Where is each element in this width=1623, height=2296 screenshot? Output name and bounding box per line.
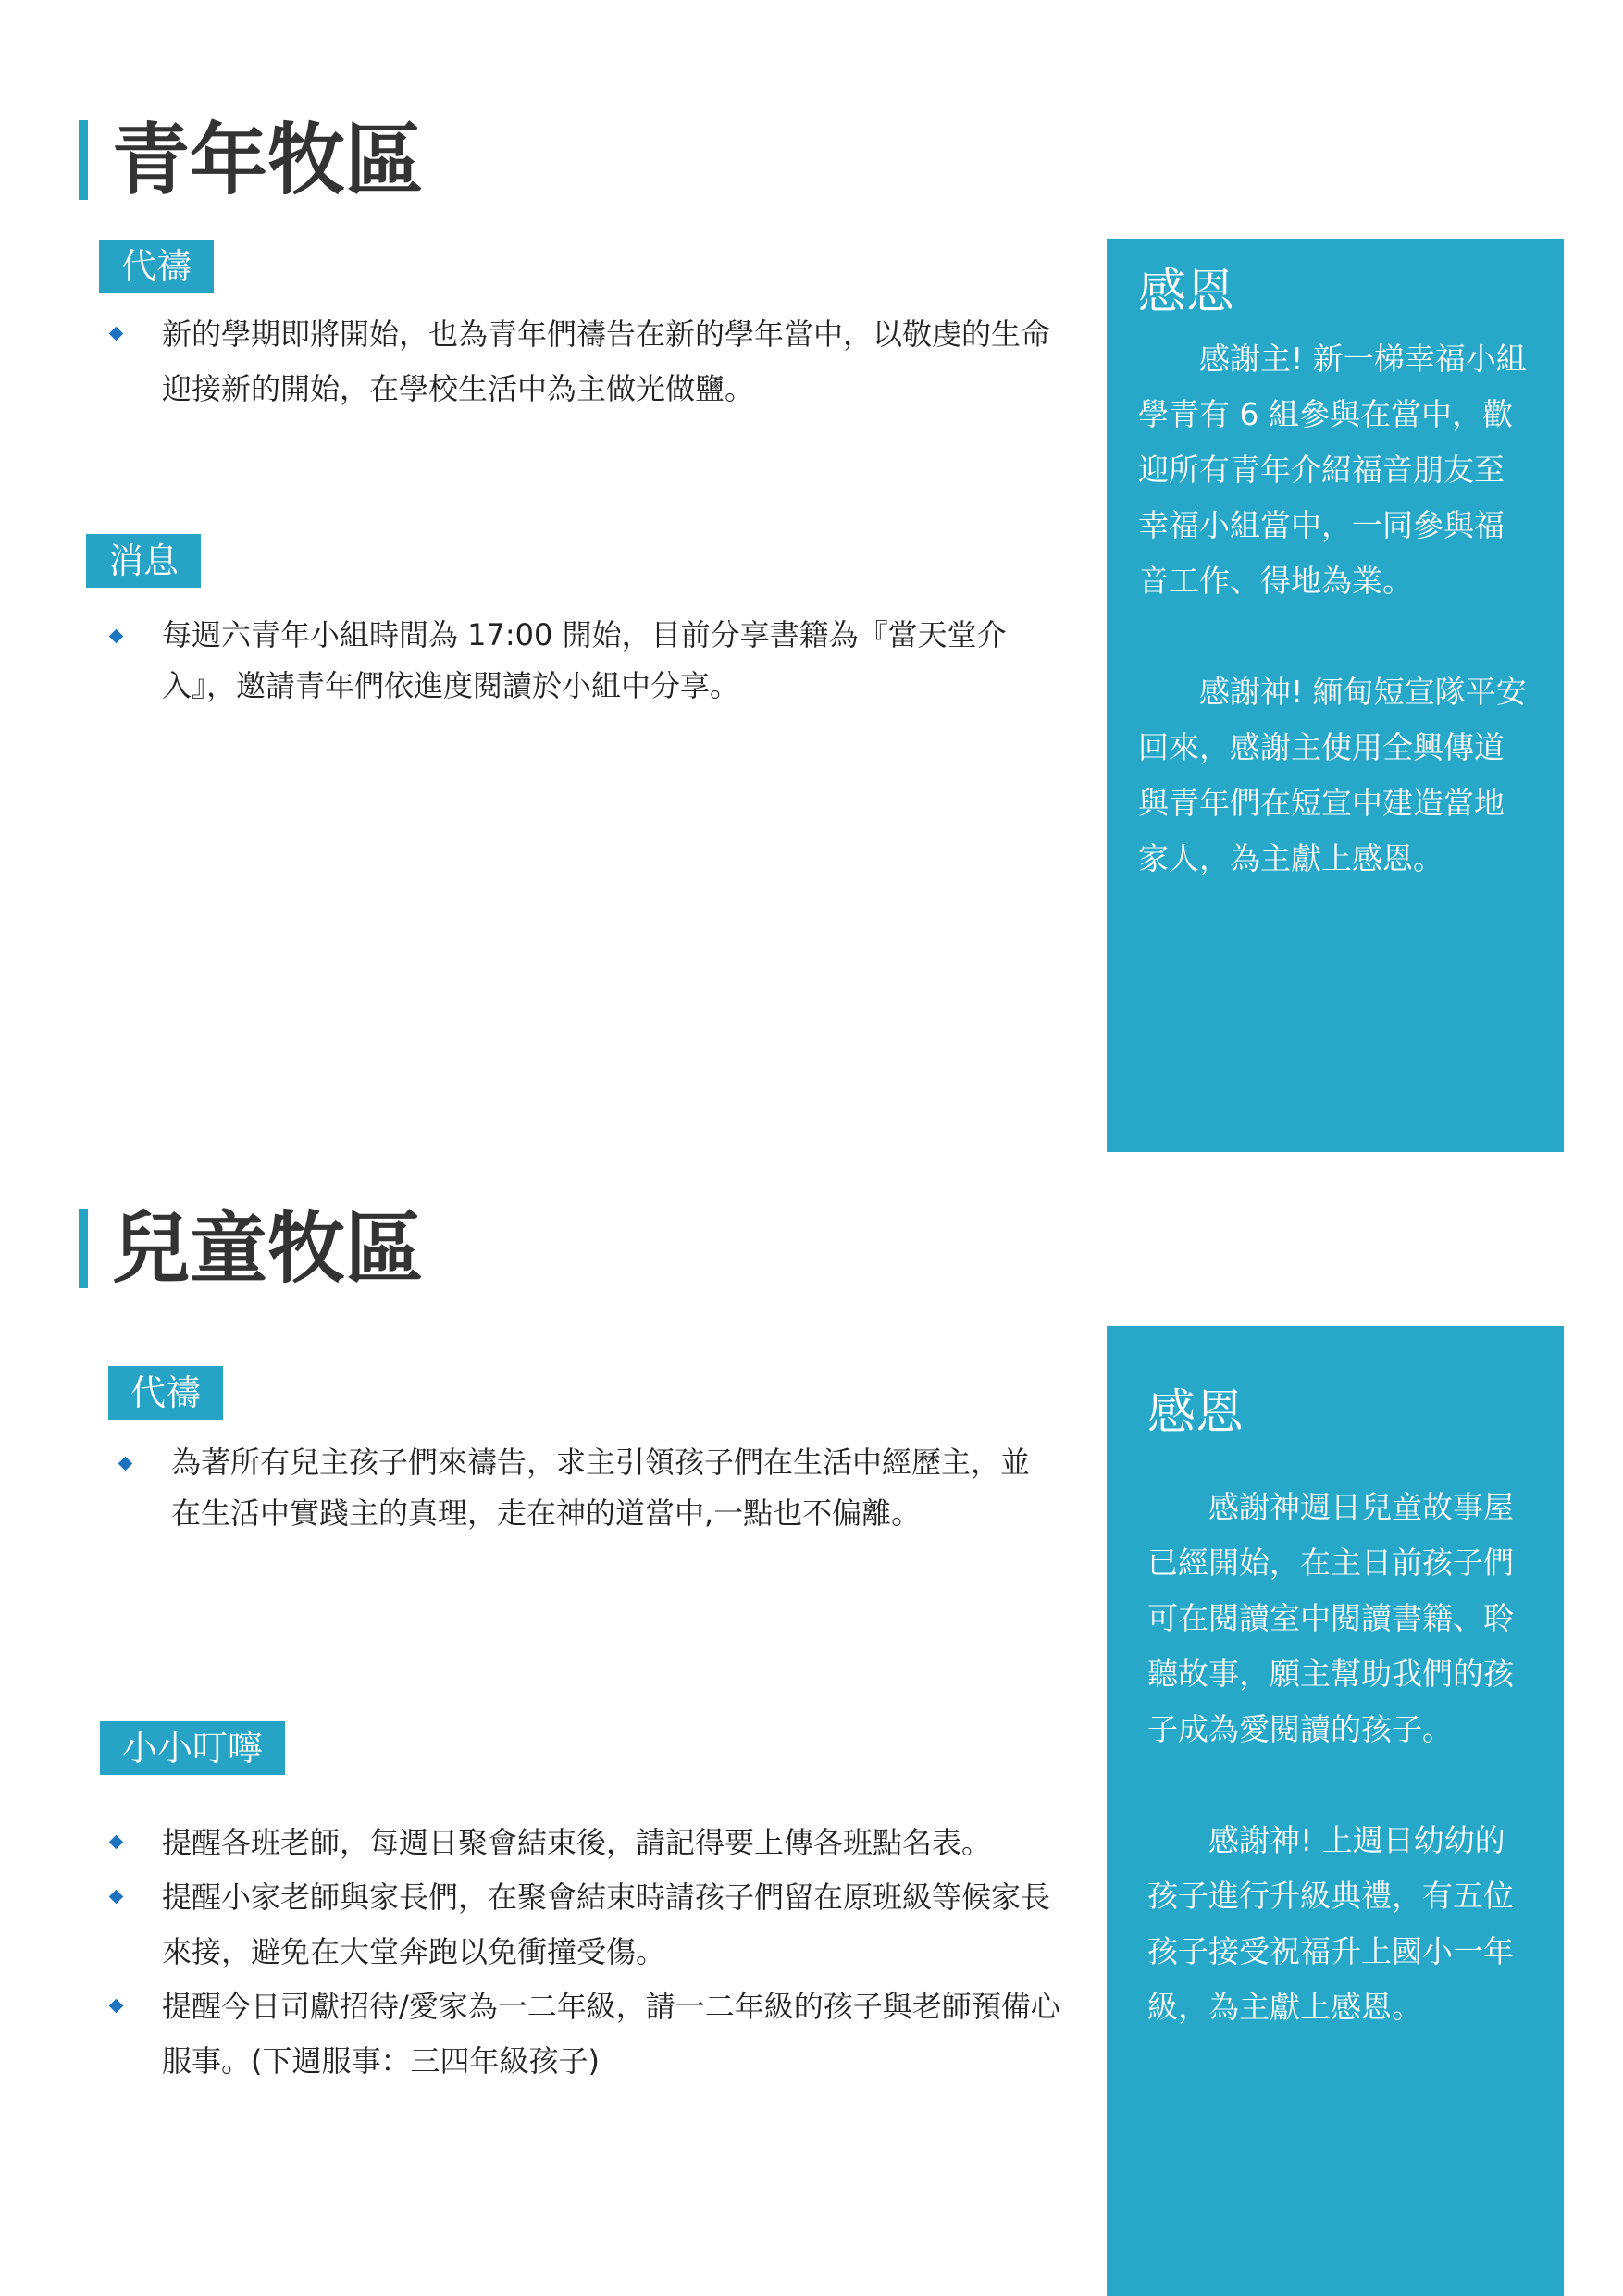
list-item bbox=[99, 307, 1075, 416]
diamond-bullet-icon bbox=[109, 1835, 124, 1850]
youth-thanks-panel bbox=[1107, 239, 1564, 1152]
youth-section-title: 青年牧區 bbox=[79, 120, 423, 200]
list-item-text: 提醒今日司獻招待/愛家為一二年級，請一二年級的孩子與老師預備心服事。(下週服事：三四年級孩子) bbox=[162, 1989, 1060, 2079]
list-item bbox=[99, 1870, 1075, 1980]
children-reminders-tag: 小小叮嚀 bbox=[100, 1721, 285, 1775]
children-prayer-list bbox=[108, 1437, 1052, 1539]
youth-news-list bbox=[99, 610, 1024, 712]
list-item bbox=[108, 1437, 1052, 1539]
youth-prayer-tag: 代禱 bbox=[99, 240, 214, 293]
list-item-text: 為著所有兒主孩子們來禱告，求主引領孩子們在生活中經歷主，並在生活中實踐主的真理，走在神的道當中,一點也不偏離。 bbox=[171, 1445, 1031, 1531]
diamond-bullet-icon bbox=[109, 1999, 124, 2014]
diamond-bullet-icon bbox=[118, 1457, 133, 1471]
youth-thanks-title: 感恩 bbox=[1138, 265, 1235, 320]
youth-prayer-list bbox=[99, 307, 1075, 416]
youth-thanks-paragraph: 感謝主! 新一梯幸福小組學青有 6 組參與在當中，歡迎所有青年介紹福音朋友至幸福小組當中，一同參與福音工作、得地為業。 bbox=[1138, 341, 1527, 599]
list-item-text: 每週六青年小組時間為 17:00 開始，目前分享書籍為『當天堂介入』，邀請青年們依進度閱讀於小組中分享。 bbox=[162, 617, 1007, 703]
list-item-text: 新的學期即將開始，也為青年們禱告在新的學年當中，以敬虔的生命迎接新的開始，在學校生活中為主做光做鹽。 bbox=[162, 316, 1051, 406]
youth-news-tag: 消息 bbox=[86, 534, 201, 588]
children-section-title: 兒童牧區 bbox=[79, 1209, 423, 1288]
children-thanks-panel bbox=[1107, 1326, 1564, 2296]
children-reminders-list bbox=[99, 1816, 1075, 2089]
list-item-text: 提醒小家老師與家長們，在聚會結束時請孩子們留在原班級等候家長來接，避免在大堂奔跑以免衝撞受傷。 bbox=[162, 1880, 1051, 1969]
children-prayer-tag: 代禱 bbox=[108, 1366, 223, 1420]
children-thanks-paragraph: 感謝神! 上週日幼幼的孩子進行升級典禮，有五位孩子接受祝福升上國小一年級，為主獻上感恩。 bbox=[1147, 1822, 1514, 2025]
list-item-text: 提醒各班老師，每週日聚會結束後，請記得要上傳各班點名表。 bbox=[162, 1825, 992, 1860]
youth-thanks-paragraph: 感謝神! 緬甸短宣隊平安回來，感謝主使用全興傳道與青年們在短宣中建造當地家人，為主獻上感恩。 bbox=[1138, 674, 1527, 876]
children-thanks-paragraph: 感謝神週日兒童故事屋已經開始，在主日前孩子們可在閱讀室中閱讀書籍、聆聽故事，願主幫助我們的孩子成為愛閱讀的孩子。 bbox=[1147, 1489, 1514, 1747]
list-item bbox=[99, 610, 1024, 712]
diamond-bullet-icon bbox=[109, 1890, 124, 1905]
list-item bbox=[99, 1816, 1075, 1870]
diamond-bullet-icon bbox=[109, 327, 124, 341]
list-item bbox=[99, 1980, 1075, 2089]
children-thanks-title: 感恩 bbox=[1147, 1385, 1245, 1441]
diamond-bullet-icon bbox=[109, 629, 124, 644]
